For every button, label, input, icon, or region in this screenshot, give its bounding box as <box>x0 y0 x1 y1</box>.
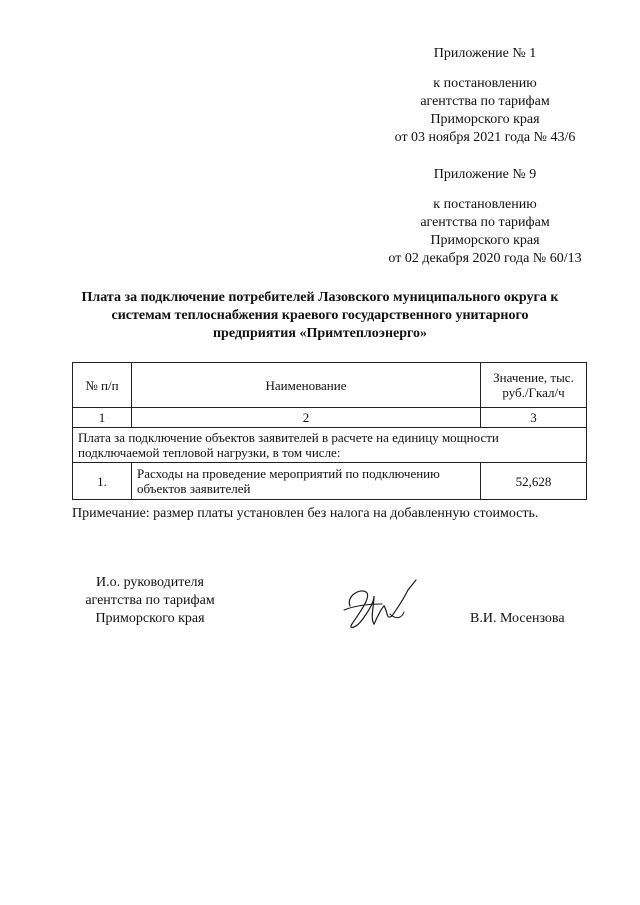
header-cell-value: Значение, тыс. руб./Гкал/ч <box>481 363 587 408</box>
section-row <box>73 428 587 463</box>
vat-note: Примечание: размер платы установлен без налога на добавленную стоимость. <box>72 506 539 521</box>
appendix-1-line: агентства по тарифам <box>420 94 550 109</box>
appendix-9-block <box>375 166 595 268</box>
table-header-row <box>73 363 587 408</box>
appendix-1-line: к постановлению <box>433 76 537 91</box>
column-number-cell: 1 <box>73 408 132 428</box>
header-cell-number: № п/п <box>73 363 132 408</box>
signatory-name: В.И. Мосензова <box>470 611 565 626</box>
signatory-position-line: И.о. руководителя <box>95 575 204 590</box>
tariff-table <box>72 362 587 500</box>
appendix-1-line: от 03 ноября 2021 года № 43/6 <box>394 130 576 145</box>
appendix-1-line: Приморского края <box>430 112 540 127</box>
appendix-9-line: агентства по тарифам <box>420 215 550 230</box>
signatory-position-line: агентства по тарифам <box>85 593 215 608</box>
signatory-position-line: Приморского края <box>95 611 205 626</box>
table-row <box>73 463 587 500</box>
column-number-cell: 3 <box>481 408 587 428</box>
appendix-9-line: от 02 декабря 2020 года № 60/13 <box>388 251 582 266</box>
column-number-row <box>73 408 587 428</box>
appendix-9-line: Приморского края <box>430 233 540 248</box>
header-cell-name: Наименование <box>132 363 481 408</box>
row-value-cell: 52,628 <box>481 463 587 500</box>
column-number-cell: 2 <box>132 408 481 428</box>
appendix-1-block <box>380 45 590 147</box>
section-text-cell: Плата за подключение объектов заявителей в расчете на единицу мощности подключаемой тепловой нагрузки, в том числе: <box>73 428 587 463</box>
appendix-9-line: к постановлению <box>433 197 537 212</box>
appendix-1-heading: Приложение № 1 <box>433 46 537 61</box>
appendix-9-heading: Приложение № 9 <box>433 167 537 182</box>
handwritten-signature <box>330 576 420 636</box>
document-title: Плата за подключение потребителей Лазовского муниципального округа к системам теплоснабжения краевого государственного унитарного предприятия «Примтеплоэнерго» <box>81 290 559 341</box>
signatory-position <box>60 574 240 628</box>
row-name-cell: Расходы на проведение мероприятий по подключению объектов заявителей <box>132 463 481 500</box>
row-number-cell: 1. <box>73 463 132 500</box>
